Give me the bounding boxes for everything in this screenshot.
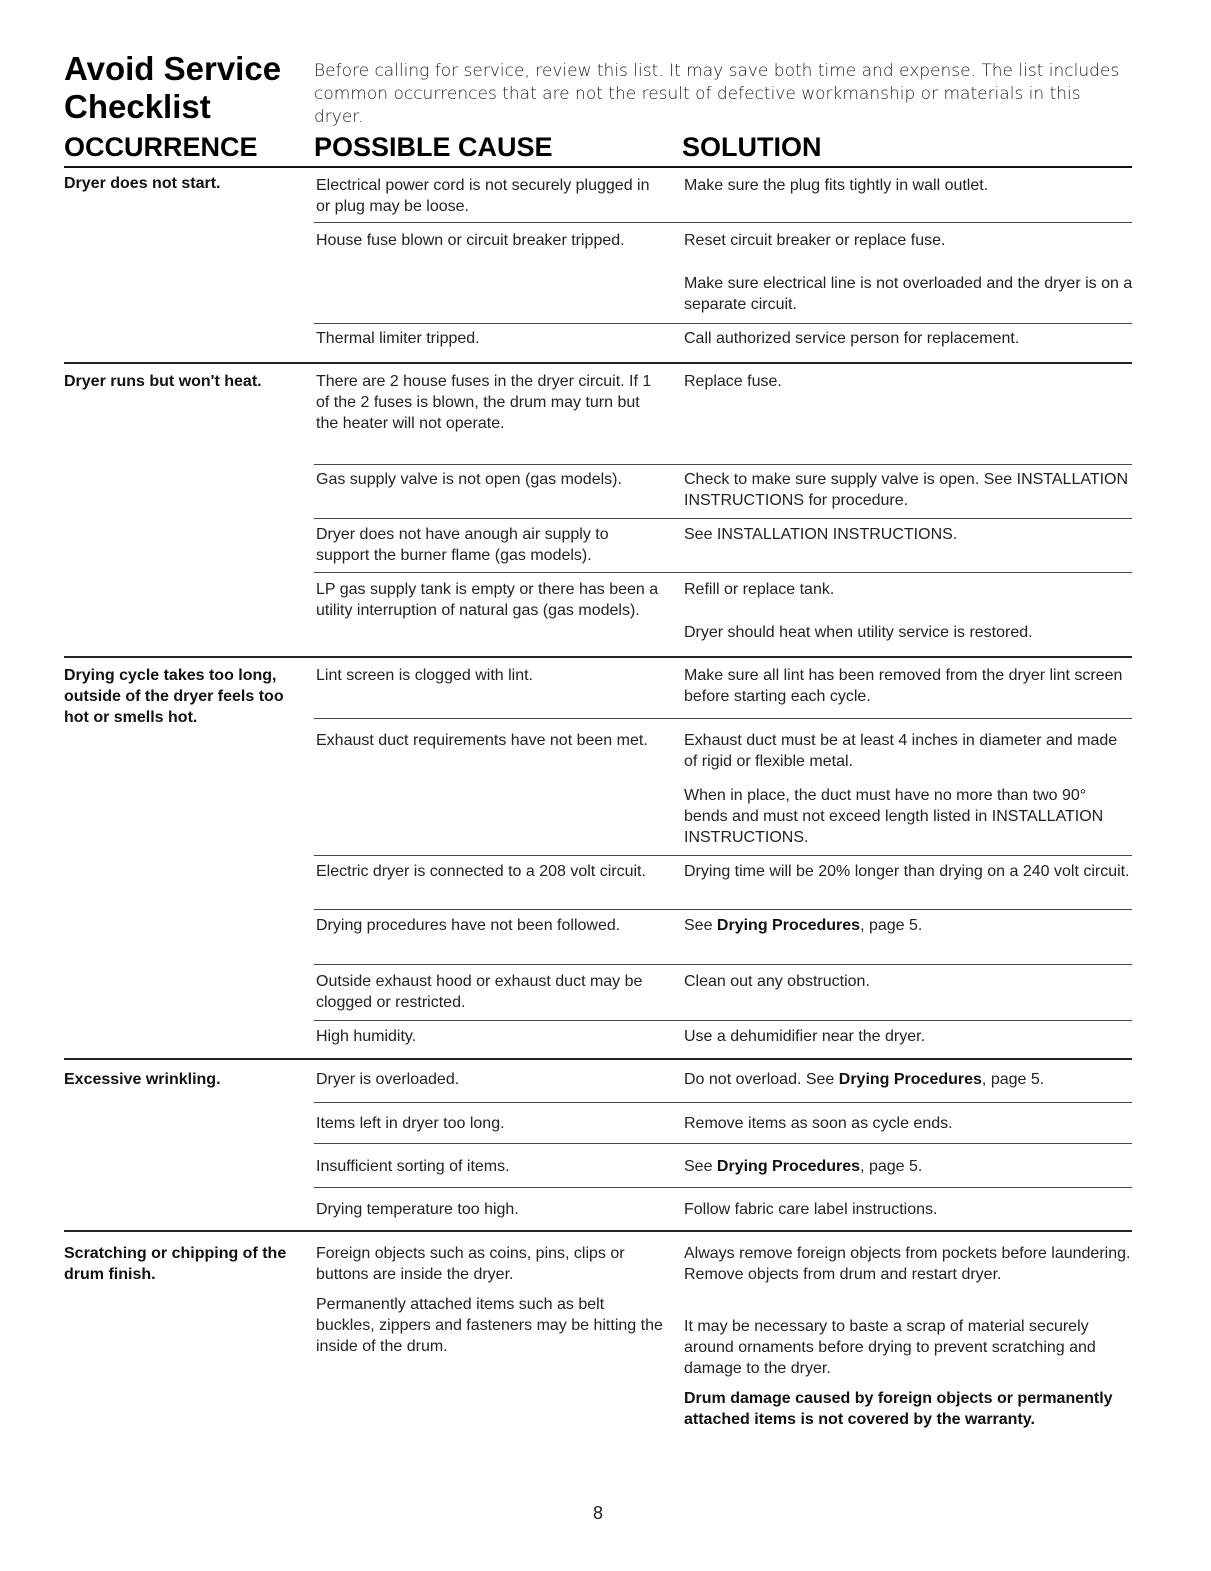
solution-reset-breaker: Reset circuit breaker or replace fuse. — [684, 232, 946, 249]
cause-exhaust-duct: Exhaust duct requirements have not been met. — [316, 732, 648, 749]
occurrence-cycle-too-long: Drying cycle takes too long, outside of the dryer feels too hot or smells hot. — [64, 667, 284, 726]
solution-remove-lint: Make sure all lint has been removed from the dryer lint screen before starting each cycle. — [684, 667, 1123, 705]
solution-check-valve: Check to make sure supply valve is open. See INSTALLATION INSTRUCTIONS for procedure. — [684, 471, 1129, 509]
occurrence-divider — [64, 1058, 1132, 1060]
solution-utility-restored: Dryer should heat when utility service is restored. — [684, 624, 1033, 641]
solution-see-drying-procedures: See Drying Procedures, page 5. — [684, 1158, 923, 1175]
cause-gas-valve: Gas supply valve is not open (gas models). — [316, 471, 622, 488]
solution-plug-fits: Make sure the plug fits tightly in wall outlet. — [684, 177, 989, 194]
solution-duct-bends: When in place, the duct must have no more than two 90° bends and must not exceed length listed in INSTALLATION INSTRUCTIONS. — [684, 787, 1104, 846]
row-divider — [314, 718, 1132, 719]
row-divider — [314, 1187, 1132, 1188]
occurrence-divider — [64, 1230, 1132, 1232]
occurrence-scratching-drum: Scratching or chipping of the drum finish. — [64, 1245, 287, 1283]
cause-foreign-objects: Foreign objects such as coins, pins, clips or buttons are inside the dryer. — [316, 1245, 625, 1283]
row-divider — [314, 1143, 1132, 1144]
drying-procedures-reference: Drying Procedures — [716, 1158, 861, 1175]
row-divider — [314, 1102, 1132, 1103]
drying-procedures-reference: Drying Procedures — [716, 917, 861, 934]
cause-lint-screen: Lint screen is clogged with lint. — [316, 667, 533, 684]
header-divider — [64, 166, 1132, 168]
solution-see-installation: See INSTALLATION INSTRUCTIONS. — [684, 526, 958, 543]
cause-208-volt: Electric dryer is connected to a 208 volt circuit. — [316, 863, 646, 880]
solution-replace-fuse: Replace fuse. — [684, 373, 782, 390]
cause-high-humidity: High humidity. — [316, 1028, 417, 1045]
solution-remove-items: Remove items as soon as cycle ends. — [684, 1115, 953, 1132]
solution-clean-obstruction: Clean out any obstruction. — [684, 973, 870, 990]
row-divider — [314, 518, 1132, 519]
solution-see-drying-procedures: See Drying Procedures, page 5. — [684, 917, 923, 934]
row-divider — [314, 1020, 1132, 1021]
header-solution: SOLUTION — [682, 132, 822, 162]
solution-electrical-line: Make sure electrical line is not overloaded and the dryer is on a separate circuit. — [684, 275, 1133, 313]
cause-attached-items: Permanently attached items such as belt buckles, zippers and fasteners may be hitting the inside of the drum. — [316, 1296, 663, 1355]
intro-paragraph: Before calling for service, review this list. It may save both time and expense. The list includes common occurrences that are not the result of defective workmanship or materials in this dryer. — [314, 61, 1120, 127]
cause-power-cord: Electrical power cord is not securely plugged in or plug may be loose. — [316, 177, 650, 215]
solution-dehumidifier: Use a dehumidifier near the dryer. — [684, 1028, 926, 1045]
cause-two-fuses: There are 2 house fuses in the dryer circuit. If 1 of the 2 fuses is blown, the drum may turn but the heater will not operate. — [316, 373, 652, 432]
page-number: 8 — [592, 1503, 603, 1523]
cause-exhaust-hood: Outside exhaust hood or exhaust duct may be clogged or restricted. — [316, 973, 643, 1011]
occurrence-runs-no-heat: Dryer runs but won't heat. — [64, 373, 262, 390]
cause-overloaded: Dryer is overloaded. — [316, 1071, 460, 1088]
solution-remove-foreign-objects: Always remove foreign objects from pockets before laundering. Remove objects from drum and restart dryer. — [684, 1245, 1131, 1283]
cause-temperature-too-high: Drying temperature too high. — [316, 1201, 519, 1218]
occurrence-divider — [64, 362, 1132, 364]
row-divider — [314, 323, 1132, 324]
cause-items-left: Items left in dryer too long. — [316, 1115, 505, 1132]
warranty-notice: Drum damage caused by foreign objects or permanently attached items is not covered by the warranty. — [684, 1390, 1113, 1428]
solution-drying-time: Drying time will be 20% longer than drying on a 240 volt circuit. — [684, 863, 1130, 880]
cause-insufficient-sorting: Insufficient sorting of items. — [316, 1158, 510, 1175]
row-divider — [314, 464, 1132, 465]
occurrence-excessive-wrinkling: Excessive wrinkling. — [64, 1071, 221, 1088]
cause-thermal-limiter: Thermal limiter tripped. — [316, 330, 480, 347]
solution-do-not-overload: Do not overload. See Drying Procedures, page 5. — [684, 1071, 1045, 1088]
cause-procedures-not-followed: Drying procedures have not been followed. — [316, 917, 621, 934]
header-possible-cause: POSSIBLE CAUSE — [314, 132, 553, 162]
solution-call-service: Call authorized service person for replacement. — [684, 330, 1020, 347]
page-title: Avoid Service Checklist — [64, 50, 282, 125]
solution-baste-scrap: It may be necessary to baste a scrap of material securely around ornaments before drying to prevent scratching and damage to the dryer. — [684, 1318, 1096, 1377]
row-divider — [314, 855, 1132, 856]
occurrence-divider — [64, 656, 1132, 658]
solution-duct-diameter: Exhaust duct must be at least 4 inches in diameter and made of rigid or flexible metal. — [684, 732, 1118, 770]
cause-air-supply: Dryer does not have anough air supply to support the burner flame (gas models). — [316, 526, 609, 564]
drying-procedures-reference: Drying Procedures — [838, 1071, 982, 1088]
solution-refill-tank: Refill or replace tank. — [684, 581, 835, 598]
row-divider — [314, 222, 1132, 223]
cause-house-fuse: House fuse blown or circuit breaker tripped. — [316, 232, 625, 249]
header-occurrence: OCCURRENCE — [64, 132, 258, 162]
row-divider — [314, 572, 1132, 573]
cause-lp-tank: LP gas supply tank is empty or there has been a utility interruption of natural gas (gas models). — [316, 581, 659, 619]
solution-fabric-care: Follow fabric care label instructions. — [684, 1201, 938, 1218]
row-divider — [314, 909, 1132, 910]
row-divider — [314, 964, 1132, 965]
occurrence-dryer-does-not-start: Dryer does not start. — [64, 175, 221, 192]
